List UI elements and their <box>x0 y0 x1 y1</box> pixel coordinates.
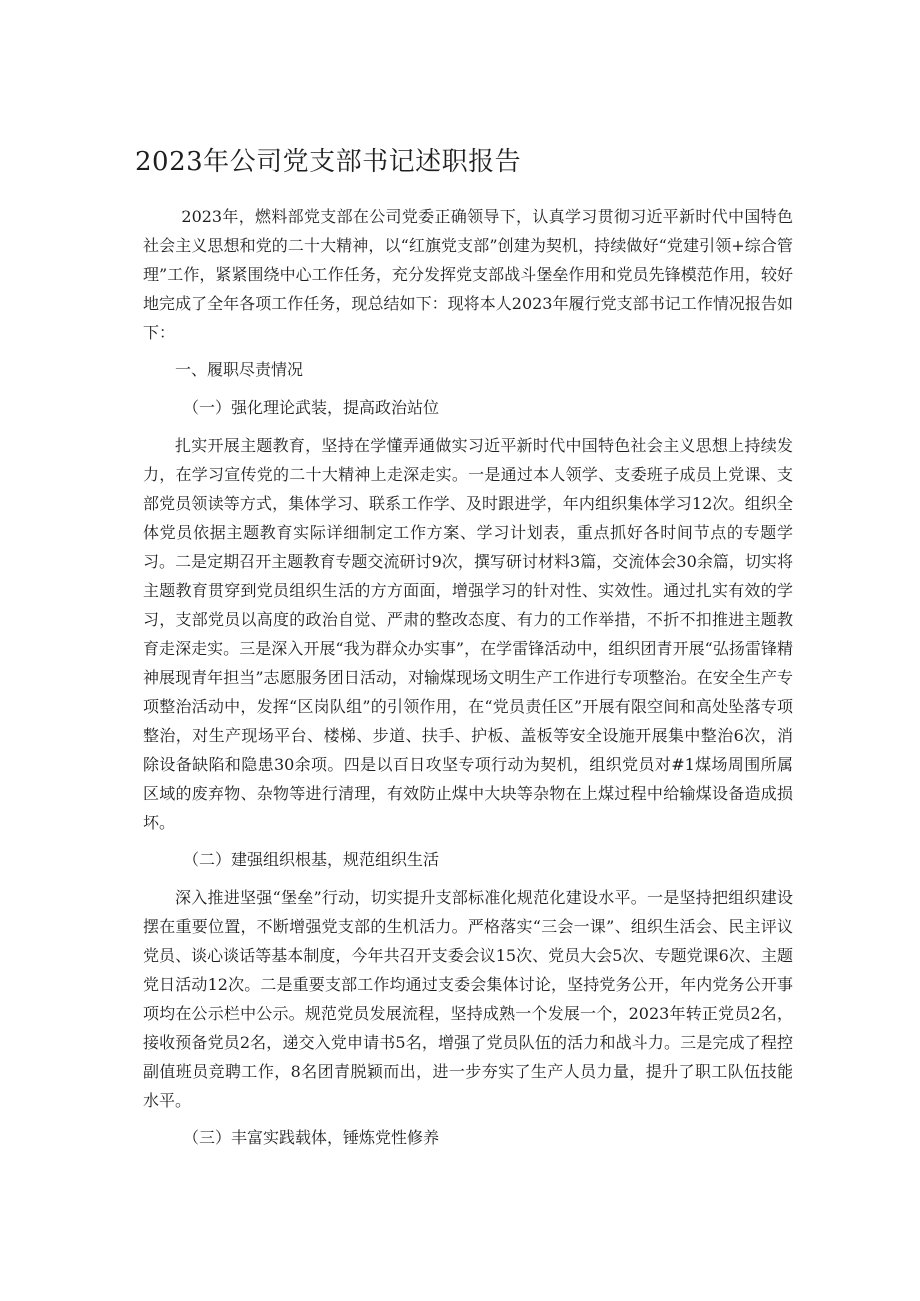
intro-paragraph: 2023年，燃料部党支部在公司党委正确领导下，认真学习贯彻习近平新时代中国特色社会主义思想和党的二十大精神，以“红旗党支部”创建为契机，持续做好“党建引领+综合管理”工作，紧紧围绕中心工作任务，充分发挥党支部战斗堡垒作用和党员先锋模范作用，较好地完成了全年各项工作任务，现总结如下：现将本人2023年履行党支部书记工作情况报告如下： <box>143 207 793 342</box>
subsection-heading: （三）丰富实践载体，锤炼党性修养 <box>183 1128 440 1147</box>
document-title: 2023年公司党支部书记述职报告 <box>135 147 522 177</box>
body-paragraph: 深入推进坚强“堡垒”行动，切实提升支部标准化规范化建设水平。一是坚持把组织建设摆在重要位置，不断增强党支部的生机活力。严格落实“三会一课”、组织生活会、民主评议党员、谈心谈话等基本制度，今年共召开支委会议15次、党员大会5次、专题党课6次、主题党日活动12次。二是重要支部工作均通过支委会集体讨论，坚持党务公开，年内党务公开事项均在公示栏中公示。规范党员发展流程，坚持成熟一个发展一个，2023年转正党员2名，接收预备党员2名，递交入党申请书5名，增强了党员队伍的活力和战斗力。三是完成了程控副值班员竞聘工作，8名团青脱颖而出，进一步夯实了生产人员力量，提升了职工队伍技能水平。 <box>143 888 793 1110</box>
document-body <box>143 202 793 1161</box>
subsection-heading: （一）强化理论武装，提高政治站位 <box>183 398 440 417</box>
subsection-heading: （二）建强组织根基，规范组织生活 <box>183 850 440 869</box>
section-heading: 一、履职尽责情况 <box>175 360 304 379</box>
body-paragraph: 扎实开展主题教育，坚持在学懂弄通做实习近平新时代中国特色社会主义思想上持续发力，在学习宣传党的二十大精神上走深走实。一是通过本人领学、支委班子成员上党课、支部党员领读等方式，集体学习、联系工作学、及时跟进学，年内组织集体学习12次。组织全体党员依据主题教育实际详细制定工作方案、学习计划表，重点抓好各时间节点的专题学习。二是定期召开主题教育专题交流研讨9次，撰写研讨材料3篇，交流体会30余篇，切实将主题教育贯穿到党员组织生活的方方面面，增强学习的针对性、实效性。通过扎实有效的学习，支部党员以高度的政治自觉、严肃的整改态度、有力的工作举措，不折不扣推进主题教育走深走实。三是深入开展“我为群众办实事”，在学雷锋活动中，组织团青开展“弘扬雷锋精神展现青年担当”志愿服务团日活动，对输煤现场文明生产工作进行专项整治。在安全生产专项整治活动中，发挥“区岗队组”的引领作用，在“党员责任区”开展有限空间和高处坠落专项整治，对生产现场平台、楼梯、步道、扶手、护板、盖板等安全设施开展集中整治6次，消除设备缺陷和隐患30余项。四是以百日攻坚专项行动为契机，组织党员对#1煤场周围所属区域的废弃物、杂物等进行清理，有效防止煤中大块等杂物在上煤过程中给输煤设备造成损坏。 <box>143 436 793 832</box>
